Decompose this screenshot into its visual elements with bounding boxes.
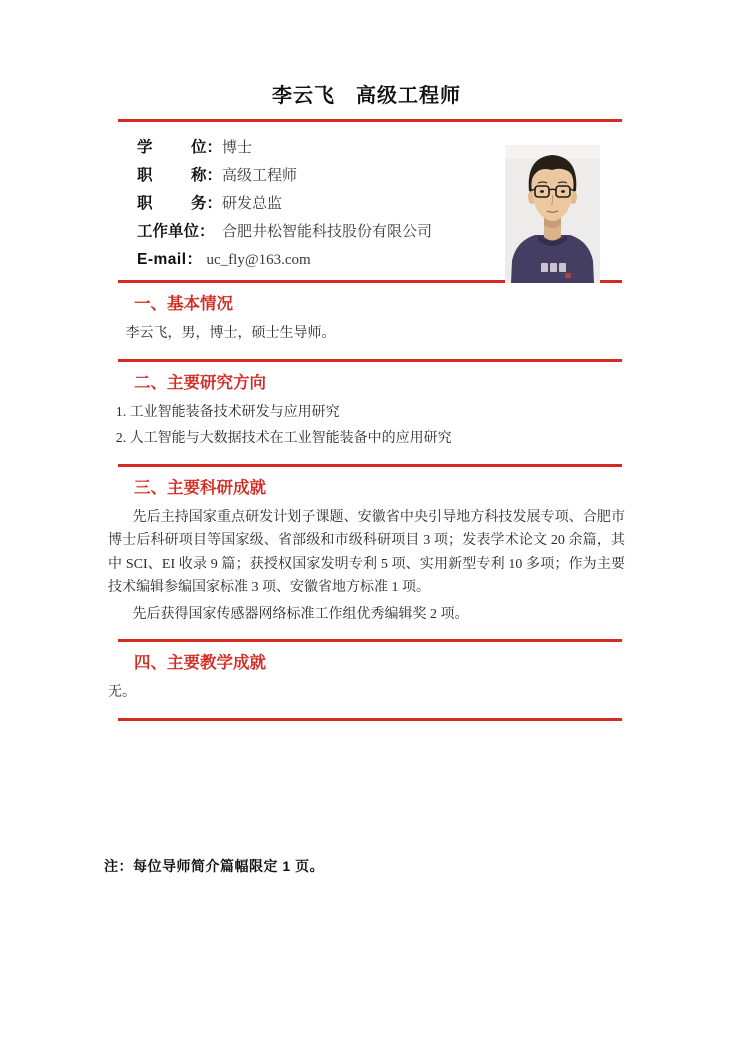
section-paragraph: 先后获得国家传感器网络标准工作组优秀编辑奖 2 项。 [132,606,469,622]
section-heading-2: 二、主要研究方向 [134,373,266,392]
section-basic-info [108,293,625,359]
portrait-photo [505,145,600,283]
section-research-directions [108,372,625,464]
section-paragraph: 李云飞，男，博士，硕士生导师。 [125,326,336,341]
employer-label [137,219,222,241]
section-heading-3: 三、主要科研成就 [134,478,266,497]
degree-label [137,135,222,157]
section-divider [118,639,622,642]
section-divider [118,718,622,721]
section-body-4 [108,678,625,705]
section-paragraph: 先后主持国家重点研发计划子课题、安徽省中央引导地方科技发展专项、合肥市博士后科研项目等国家级、省部级和市级科研项目 3 项；发表学术论文 20 余篇，其中 SCI、EI 收录 9 篇；获授权国家发明专利 5 项、实用新型专利 10 多项；作为主要技术编辑参编国家标准 3 项、安徽省地方标准 1 项。 [108,509,625,595]
position-label-start: 职 [137,195,153,212]
footer-note: 注：每位导师简介篇幅限定 1 页。 [104,858,325,874]
title-rule [118,119,622,122]
section-paragraph: 2. 人工智能与大数据技术在工业智能装备中的应用研究 [115,431,452,446]
degree-label-start: 学 [137,139,153,156]
email-value: uc_fly@163.com [206,252,311,268]
page-title: 李云飞 高级工程师 [272,85,461,107]
title-value: 高级工程师 [222,168,298,184]
position-label [137,191,222,213]
section-body-3 [108,503,625,627]
section-divider [118,464,622,467]
title-label-start: 职 [137,167,153,184]
section-body-2 [108,398,625,451]
employer-value: 合肥井松智能科技股份有限公司 [222,224,433,240]
section-body-1 [108,319,625,346]
section-divider [118,359,622,362]
section-paragraph: 1. 工业智能装备技术研发与应用研究 [115,404,340,420]
page-content [108,0,625,721]
title-label-end: 称： [190,167,222,184]
degree-label-end: 位： [190,139,222,156]
email-label [137,247,203,269]
title-label [137,163,222,185]
position-label-end: 务： [190,195,222,212]
section-teaching-achievements [108,652,625,718]
degree-value: 博士 [222,140,253,156]
section-heading-4: 四、主要教学成就 [134,654,266,672]
section-paragraph: 无。 [108,685,136,700]
position-value: 研发总监 [222,196,283,212]
email-label-text: E-mail： [137,251,203,268]
employer-label-text: 工作单位： [137,223,215,240]
section-heading-1: 一、基本情况 [134,295,233,313]
section-research-achievements [108,477,625,640]
